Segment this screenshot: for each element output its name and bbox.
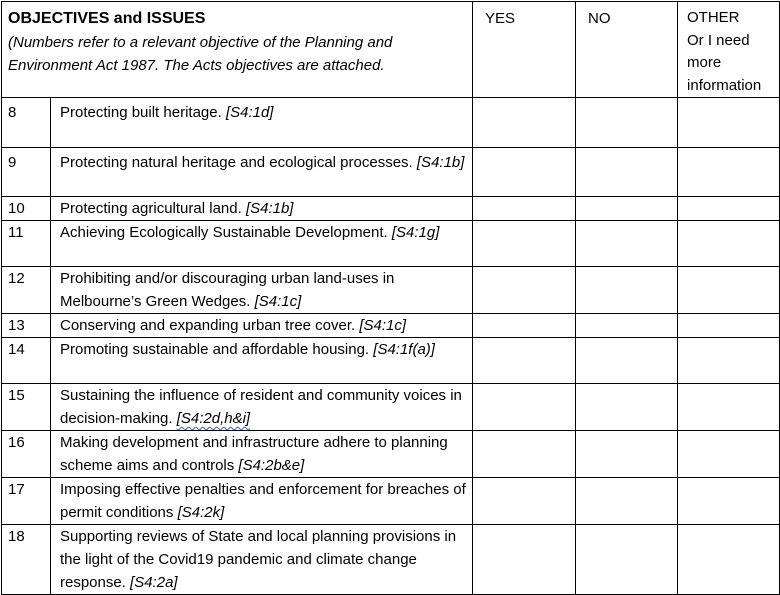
objective-description: Achieving Ecologically Sustainable Development. (60, 224, 392, 241)
table-row (2, 197, 780, 221)
objective-description: Conserving and expanding urban tree cover. (60, 317, 360, 334)
other-cell[interactable] (678, 148, 780, 197)
objective-description: Prohibiting and/or discouraging urban land-uses in Melbourne’s Green Wedges. (60, 270, 395, 310)
table-row (2, 384, 780, 431)
objective-description: Promoting sustainable and affordable housing. (60, 341, 374, 358)
yes-cell[interactable] (473, 221, 576, 267)
no-cell[interactable] (576, 384, 678, 431)
table-row (2, 431, 780, 478)
objective-text (51, 98, 473, 148)
objective-text (51, 197, 473, 221)
objective-number: 9 (2, 148, 51, 197)
objective-description: Making development and infrastructure adhere to planning scheme aims and controls (60, 434, 448, 474)
objective-reference: [S4:1c] (254, 293, 302, 310)
yes-cell[interactable] (473, 98, 576, 148)
objective-description: Supporting reviews of State and local planning provisions in the light of the Covid19 pandemic and climate change response. (60, 528, 457, 591)
objective-reference: [S4:1b] (416, 154, 465, 171)
objective-number: 18 (2, 525, 51, 595)
column-header-no-label: NO (588, 10, 611, 27)
objective-number: 15 (2, 384, 51, 431)
objective-number: 8 (2, 98, 51, 148)
yes-cell[interactable] (473, 197, 576, 221)
column-header-no (576, 2, 678, 98)
other-cell[interactable] (678, 98, 780, 148)
no-cell[interactable] (576, 197, 678, 221)
objective-text (51, 431, 473, 478)
header-row (2, 2, 780, 98)
no-cell[interactable] (576, 98, 678, 148)
yes-cell[interactable] (473, 148, 576, 197)
objective-text (51, 338, 473, 384)
objective-number: 16 (2, 431, 51, 478)
no-cell[interactable] (576, 525, 678, 595)
column-header-other (678, 2, 780, 98)
table-title: OBJECTIVES and ISSUES (8, 10, 206, 27)
no-cell[interactable] (576, 478, 678, 525)
objective-number: 13 (2, 314, 51, 338)
table-row (2, 221, 780, 267)
objective-description: Protecting agricultural land. (60, 200, 246, 217)
objective-reference: [S4:2b&e] (238, 457, 305, 474)
yes-cell[interactable] (473, 431, 576, 478)
no-cell[interactable] (576, 148, 678, 197)
objective-number: 12 (2, 267, 51, 314)
other-cell[interactable] (678, 314, 780, 338)
no-cell[interactable] (576, 431, 678, 478)
yes-cell[interactable] (473, 478, 576, 525)
objective-description: Imposing effective penalties and enforcement for breaches of permit conditions (60, 481, 466, 521)
objective-text (51, 384, 473, 431)
objective-number: 14 (2, 338, 51, 384)
objective-reference: [S4:2a] (130, 574, 178, 591)
objective-text (51, 314, 473, 338)
objective-description: Protecting built heritage. (60, 104, 226, 121)
column-header-other-line-2: Or I need (687, 31, 750, 49)
objective-text (51, 525, 473, 595)
table-row (2, 525, 780, 595)
column-header-other-line-4: information (687, 76, 762, 94)
table-note-line-2: Environment Act 1987. The Acts objectives are attached. (8, 57, 385, 74)
table-row (2, 478, 780, 525)
other-cell[interactable] (678, 384, 780, 431)
objective-number: 10 (2, 197, 51, 221)
column-header-yes-label: YES (485, 10, 516, 27)
objective-reference: [S4:2d,h&i] (176, 410, 251, 427)
yes-cell[interactable] (473, 525, 576, 595)
yes-cell[interactable] (473, 314, 576, 338)
column-header-yes (473, 2, 576, 98)
objective-reference: [S4:1b] (245, 200, 294, 217)
no-cell[interactable] (576, 338, 678, 384)
other-cell[interactable] (678, 478, 780, 525)
table-row (2, 314, 780, 338)
other-cell[interactable] (678, 431, 780, 478)
objective-text (51, 478, 473, 525)
objective-reference: [S4:2k] (177, 504, 225, 521)
table-row (2, 338, 780, 384)
objectives-table (1, 1, 780, 595)
objective-text (51, 267, 473, 314)
yes-cell[interactable] (473, 384, 576, 431)
objective-reference: [S4:1g] (391, 224, 440, 241)
no-cell[interactable] (576, 314, 678, 338)
table-note-line-1: (Numbers refer to a relevant objective of the Planning and (8, 34, 393, 51)
yes-cell[interactable] (473, 338, 576, 384)
objective-text (51, 221, 473, 267)
objective-text (51, 148, 473, 197)
objective-number: 11 (2, 221, 51, 267)
other-cell[interactable] (678, 221, 780, 267)
other-cell[interactable] (678, 267, 780, 314)
yes-cell[interactable] (473, 267, 576, 314)
objective-number: 17 (2, 478, 51, 525)
table-row (2, 148, 780, 197)
table-row (2, 98, 780, 148)
table-row (2, 267, 780, 314)
column-header-other-line-3: more (687, 54, 722, 71)
other-cell[interactable] (678, 197, 780, 221)
other-cell[interactable] (678, 525, 780, 595)
column-header-other-line-1: OTHER (687, 9, 740, 26)
objective-reference: [S4:1f(a)] (373, 341, 435, 358)
objective-reference: [S4:1d] (225, 104, 274, 121)
objective-description: Sustaining the influence of resident and community voices in decision-making. (60, 387, 462, 427)
other-cell[interactable] (678, 338, 780, 384)
objective-reference: [S4:1c] (359, 317, 407, 334)
no-cell[interactable] (576, 267, 678, 314)
objective-description: Protecting natural heritage and ecological processes. (60, 154, 417, 171)
header-title-cell (2, 2, 473, 98)
no-cell[interactable] (576, 221, 678, 267)
